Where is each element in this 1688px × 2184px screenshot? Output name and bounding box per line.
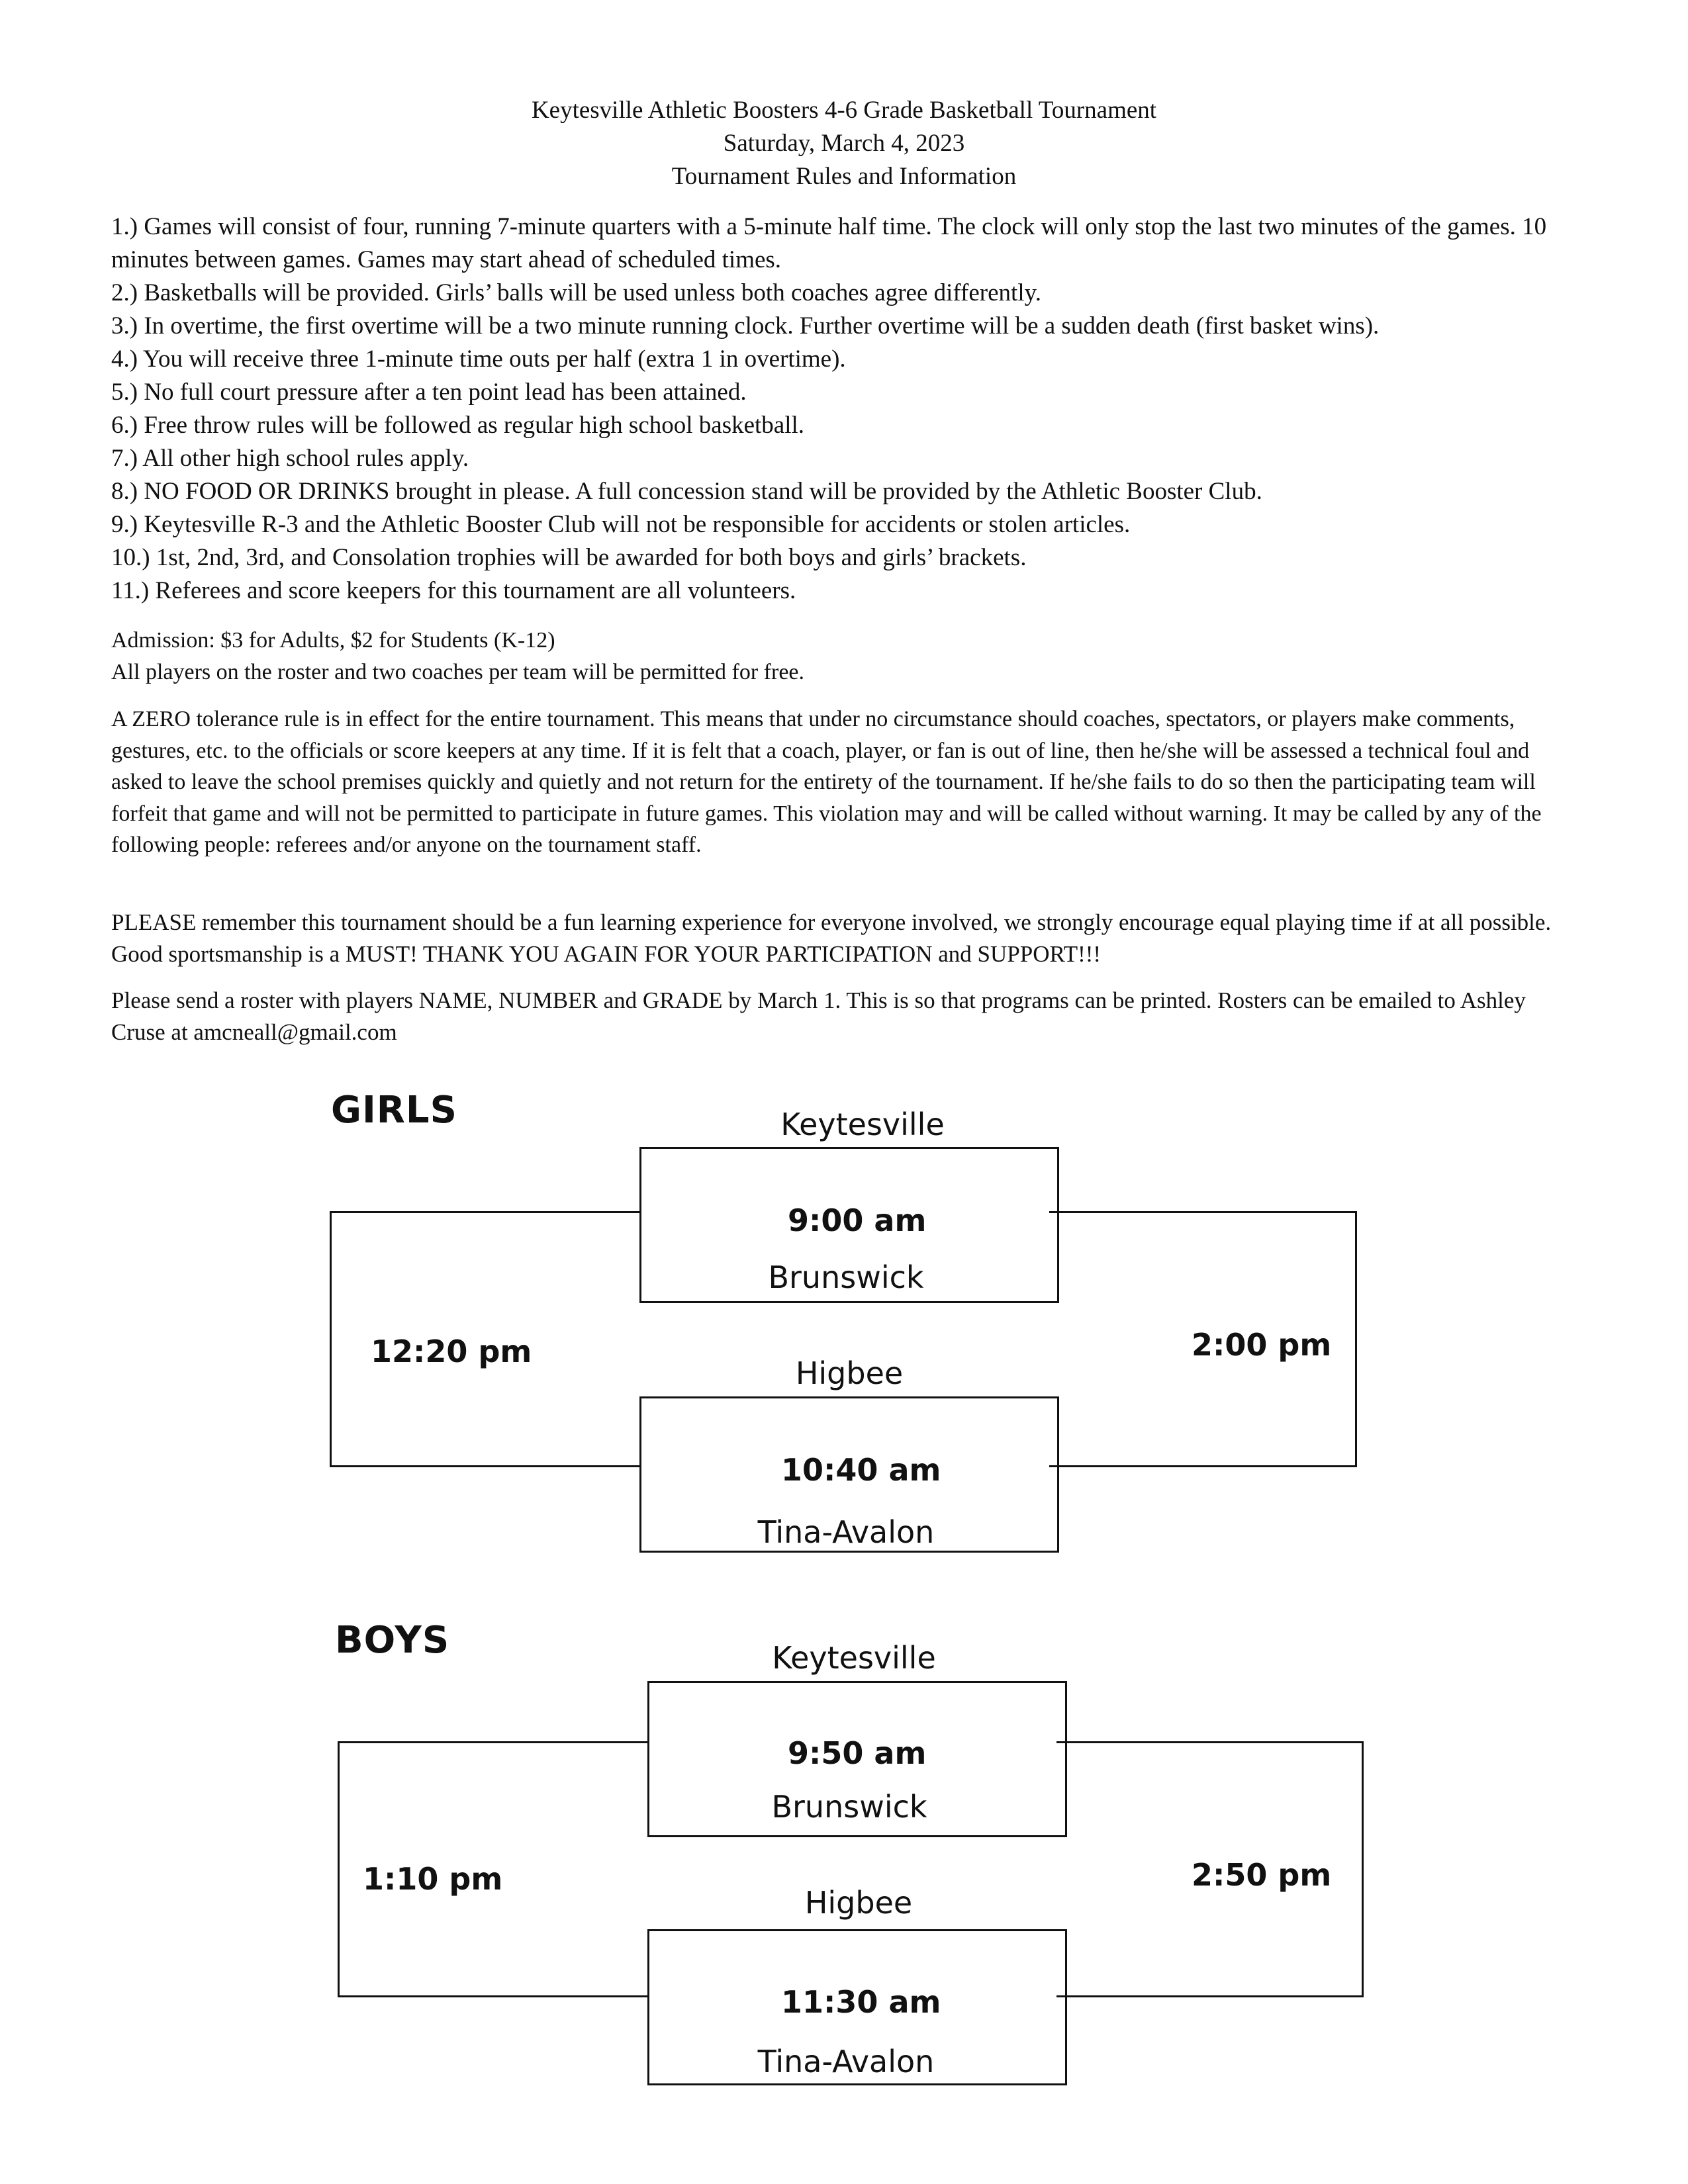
girls-game2-team-bottom: Tina-Avalon xyxy=(757,1514,935,1550)
boys-championship-time: 2:50 pm xyxy=(1192,1857,1332,1893)
rule-item: 1.) Games will consist of four, running 7-minute quarters with a 5-minute half time. The clock will only stop the last two minutes of the games. 10 minutes between games. Games may start ahead of scheduled times. xyxy=(111,213,1547,273)
free-admission-note: All players on the roster and two coaches per team will be permitted for free. xyxy=(111,659,804,684)
girls-bracket-title: GIRLS xyxy=(331,1089,457,1132)
girls-game1-time: 9:00 am xyxy=(788,1203,927,1238)
rules-heading: Tournament Rules and Information xyxy=(671,163,1017,190)
document-header xyxy=(0,94,1688,193)
rule-item: 2.) Basketballs will be provided. Girls’ balls will be used unless both coaches agree differently. xyxy=(111,279,1041,306)
admission-prices: Admission: $3 for Adults, $2 for Students (K-12) xyxy=(111,628,555,653)
girls-game1-team-top: Keytesville xyxy=(780,1107,945,1142)
boys-game1-team-top: Keytesville xyxy=(772,1640,936,1676)
rule-item: 11.) Referees and score keepers for this tournament are all volunteers. xyxy=(111,577,796,604)
girls-consolation-time: 12:20 pm xyxy=(371,1334,532,1369)
girls-game2-team-top: Higbee xyxy=(795,1355,904,1391)
rule-item: 9.) Keytesville R-3 and the Athletic Booster Club will not be responsible for accidents or stolen articles. xyxy=(111,511,1131,538)
admission-info xyxy=(111,625,1568,688)
zero-tolerance-paragraph: A ZERO tolerance rule is in effect for the entire tournament. This means that under no circumstance should coaches, spectators, or players make comments, gestures, etc. to the officials or score keepers at any time. If it is felt that a coach, player, or fan is out of line, then he/she will be assessed a technical foul and asked to leave the school premises quickly and quietly and not return for the entirety of the tournament. If he/she fails to do so then the participating team will forfeit that game and will not be permitted to participate in future games. This violation may and will be called without warning. It may be called by any of the following people: referees and/or anyone on the tournament staff. xyxy=(111,707,1542,857)
boys-game2-time: 11:30 am xyxy=(781,1984,941,2020)
boys-game2-team-bottom: Tina-Avalon xyxy=(757,2044,935,2079)
rule-item: 4.) You will receive three 1-minute time outs per half (extra 1 in overtime). xyxy=(111,345,846,373)
boys-game1-team-bottom: Brunswick xyxy=(771,1789,927,1825)
rule-item: 5.) No full court pressure after a ten point lead has been attained. xyxy=(111,379,747,406)
rule-item: 10.) 1st, 2nd, 3rd, and Consolation trophies will be awarded for both boys and girls’ brackets. xyxy=(111,544,1027,571)
boys-bracket-title: BOYS xyxy=(335,1619,450,1662)
roster-paragraph: Please send a roster with players NAME, NUMBER and GRADE by March 1. This is so that programs can be printed. Rosters can be emailed to Ashley Cruse at amcneall@gmail.com xyxy=(111,987,1526,1045)
girls-championship-time: 2:00 pm xyxy=(1192,1327,1332,1363)
tournament-date: Saturday, March 4, 2023 xyxy=(723,130,965,157)
boys-game1-time: 9:50 am xyxy=(788,1735,927,1771)
rule-item: 6.) Free throw rules will be followed as regular high school basketball. xyxy=(111,412,805,439)
rule-item: 7.) All other high school rules apply. xyxy=(111,445,469,472)
rule-item: 8.) NO FOOD OR DRINKS brought in please. A full concession stand will be provided by the Athletic Booster Club. xyxy=(111,478,1262,505)
rule-item: 3.) In overtime, the first overtime will be a two minute running clock. Further overtime will be a sudden death (first basket wins). xyxy=(111,312,1380,340)
sportsmanship-paragraph: PLEASE remember this tournament should be a fun learning experience for everyone involved, we strongly encourage equal playing time if at all possible. Good sportsmanship is a MUST! THANK YOU AGAIN FOR YOUR PARTICIPATION and SUPPORT!!! xyxy=(111,909,1552,967)
rules-list xyxy=(111,210,1568,608)
boys-game2-team-top: Higbee xyxy=(804,1885,913,1921)
girls-game1-team-bottom: Brunswick xyxy=(768,1259,924,1295)
tournament-title: Keytesville Athletic Boosters 4-6 Grade Basketball Tournament xyxy=(531,97,1157,124)
girls-game2-time: 10:40 am xyxy=(781,1452,941,1488)
boys-consolation-time: 1:10 pm xyxy=(363,1861,503,1897)
